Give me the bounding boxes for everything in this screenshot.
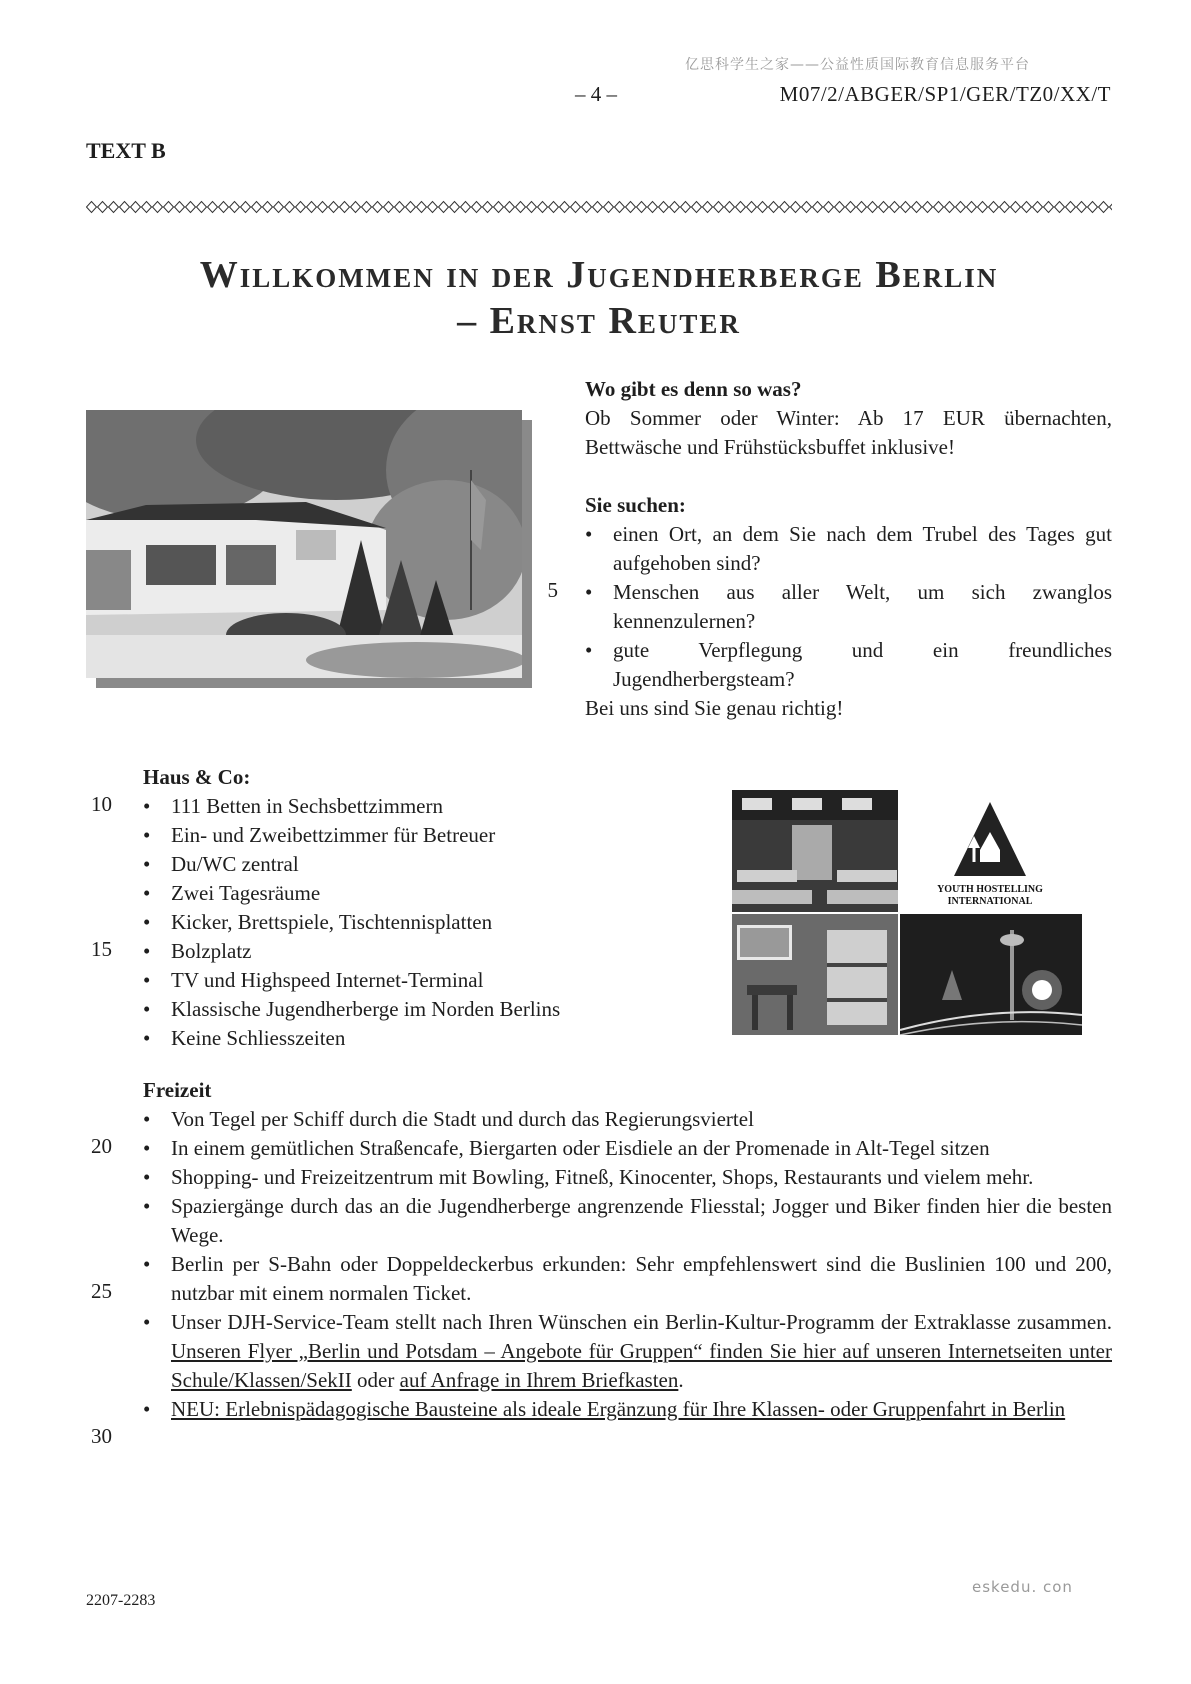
list-item [143,1308,1112,1395]
haus-heading: Haus & Co: [143,765,251,789]
line-number: 20 [91,1134,112,1158]
search-heading: Sie suchen: [585,493,686,517]
list-item: • In einem gemütlichen Straßencafe, Biergarten oder Eisdiele an der Promenade in Alt-Tegel sitzen [143,1134,1112,1163]
title-line-1: Willkommen in der Jugendherberge Berlin [199,254,999,296]
list-item: • Bolzplatz [143,937,703,966]
list-item: • Shopping- und Freizeitzentrum mit Bowling, Fitneß, Kinocenter, Shops, Restaurants und vielem mehr. [143,1163,1112,1192]
list-item: • TV und Highspeed Internet-Terminal [143,966,703,995]
logo-line-1: YOUTH HOSTELLING [937,884,1043,895]
list-item: • gute Verpflegung und ein freundliches Jugendherbergsteam? [585,636,1112,694]
list-item [143,1395,1112,1424]
haus-section [143,763,703,1053]
haus-list [143,792,703,1053]
new-modules-link[interactable]: NEU: Erlebnispädagogische Bausteine als ideale Ergänzung für Ihre Klassen- oder Gruppenfahrt in Berlin [171,1397,1066,1421]
list-item: • einen Ort, an dem Sie nach dem Trubel des Tages gut aufgehoben sind? [585,520,1112,578]
list-item: • Menschen aus aller Welt, um sich zwanglos kennenzulernen? [585,578,1112,636]
logo-line-2: INTERNATIONAL [947,896,1033,907]
dorm-room-photo [732,914,898,1035]
document-code: M07/2/ABGER/SP1/GER/TZ0/XX/T [779,82,1111,106]
text-label: TEXT B [86,138,166,163]
line-number: 10 [91,792,112,816]
freizeit-section [143,1076,1112,1424]
freizeit-heading: Freizeit [143,1078,212,1102]
bottom-watermark: eskedu. con [972,1578,1073,1596]
youth-hostelling-logo [898,790,1082,912]
intro-heading: Wo gibt es denn so was? [585,377,802,401]
title-line-2: – Ernst Reuter [457,300,741,342]
line-number: 5 [547,578,558,602]
list-item: • Klassische Jugendherberge im Norden Berlins [143,995,703,1024]
list-item: • Von Tegel per Schiff durch die Stadt und durch das Regierungsviertel [143,1105,1112,1134]
intro-text: Ob Sommer oder Winter: Ab 17 EUR übernachten, Bettwäsche und Frühstücksbuffet inklusive! [585,406,1112,459]
list-item: • Spaziergänge durch das an die Jugendherberge angrenzende Fliesstal; Jogger und Biker finden hier die besten Wege. [143,1192,1112,1250]
list-item: • Kicker, Brettspiele, Tischtennisplatten [143,908,703,937]
page-title [86,252,1112,344]
mailbox-link[interactable]: auf Anfrage in Ihrem Briefkasten [399,1368,679,1392]
footer-code: 2207-2283 [86,1592,156,1609]
list-item: • 111 Betten in Sechsbettzimmern [143,792,703,821]
list-item: • Du/WC zentral [143,850,703,879]
search-list [585,520,1112,694]
list-item: • Zwei Tagesräume [143,879,703,908]
freizeit-list [143,1105,1112,1424]
flyer-link[interactable]: Unseren Flyer „Berlin und Potsdam – Angebote für Gruppen“ finden Sie hier auf unseren Internetseiten unter Schule/Klassen/SekII [171,1339,1112,1392]
intro-closing: Bei uns sind Sie genau richtig! [585,696,844,720]
list-item: • Keine Schliesszeiten [143,1024,703,1053]
intro-section [585,375,1112,723]
list-item: • Berlin per S-Bahn oder Doppeldeckerbus erkunden: Sehr empfehlenswert sind die Buslinien 100 und 200, nutzbar mit einem normalen Ticket. [143,1250,1112,1308]
hostel-building-photo [86,410,522,678]
line-number: 30 [91,1424,112,1448]
photo-collage [732,790,1082,1035]
line-number: 15 [91,937,112,961]
service-team-text: Unser DJH-Service-Team stellt nach Ihren Wünschen ein Berlin-Kultur-Programm der Extraklasse zusammen. [171,1310,1112,1334]
spacer [585,462,1112,491]
top-watermark: 亿思科学生之家——公益性质国际教育信息服务平台 [685,57,1030,73]
ornament-divider [86,200,1112,214]
page-number: – 4 – [575,82,617,106]
period: . [678,1368,684,1392]
list-item: • Ein- und Zweibettzimmer für Betreuer [143,821,703,850]
or-text: oder [357,1368,395,1392]
berlin-night-photo [900,914,1082,1035]
line-number: 25 [91,1279,112,1303]
dining-hall-photo [732,790,898,912]
